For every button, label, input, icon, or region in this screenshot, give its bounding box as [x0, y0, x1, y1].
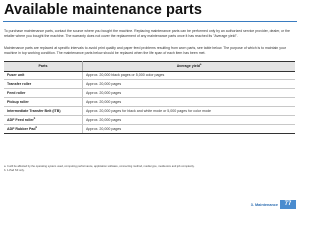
part-name-cell	[4, 71, 83, 80]
page-title: Available maintenance parts	[4, 2, 202, 18]
column-header-average-yield	[83, 62, 296, 72]
average-yield-cell: Approx. 20,000 black pages or 5,000 color pages	[83, 71, 296, 80]
footnote-marker: a	[199, 63, 202, 67]
table-row	[4, 89, 295, 98]
detail-paragraph: Maintenance parts are replaced at specific intervals to avoid print quality and paper feed problems resulting from worn parts, see table below. The purpose of which is to maintain your machine in top working condition. The maintenance parts below should be replaced when the life span of each item has been met.	[4, 46, 287, 55]
table-row	[4, 80, 295, 89]
part-name-cell	[4, 107, 83, 116]
part-name: Feed roller	[7, 91, 26, 96]
part-name-cell	[4, 115, 83, 124]
part-name: Transfer roller	[7, 82, 32, 87]
table-header-row	[4, 62, 295, 72]
title-underline	[3, 21, 297, 22]
average-yield-cell: Approx. 20,000 pages	[83, 124, 296, 133]
part-name-cell	[4, 89, 83, 98]
table-row	[4, 115, 295, 124]
average-yield-cell: Approx. 20,000 pages	[83, 115, 296, 124]
footnote-a: a. It will be affected by the operating system used, computing performance, application software, connecting method, media type, media size and job complexity.	[4, 165, 195, 168]
footnote-marker: b	[33, 116, 36, 120]
average-yield-cell: Approx. 20,000 pages for black and white mode or 5,000 pages for color mode	[83, 107, 296, 116]
column-header-yield-label: Average yield	[176, 64, 200, 69]
page-number-badge: 77	[280, 200, 296, 209]
part-name-cell	[4, 80, 83, 89]
part-name: Intermediate Transfer Belt (ITB)	[7, 109, 61, 113]
part-name: ADF Feed roller	[7, 117, 34, 122]
footer-section-label: 3. Maintenance	[250, 203, 278, 207]
table-row	[4, 98, 295, 107]
average-yield-cell: Approx. 20,000 pages	[83, 98, 296, 107]
intro-paragraph: To purchase maintenance parts, contact the source where you bought the machine. Replacing maintenance parts can be performed only by an authorized service provider, dealer, or the retailer where you bought the machine. The warranty does not cover the replacement of any maintenance parts once it has reached its "Average yield".	[4, 29, 291, 38]
average-yield-cell: Approx. 20,000 pages	[83, 80, 296, 89]
part-name-cell	[4, 98, 83, 107]
average-yield-cell: Approx. 20,000 pages	[83, 89, 296, 98]
table-row	[4, 71, 295, 80]
footnotes	[4, 165, 195, 172]
part-name: ADF Rubber Pad	[7, 126, 36, 131]
table-row	[4, 107, 295, 116]
column-header-parts: Parts	[4, 62, 83, 72]
footnote-marker: b	[35, 125, 38, 129]
part-name: Pickup roller	[7, 100, 29, 105]
maintenance-parts-table	[4, 61, 295, 134]
footnote-b: b. 1-Pad SF only.	[4, 168, 25, 172]
part-name-cell	[4, 124, 83, 133]
table-row	[4, 124, 295, 133]
part-name: Fuser unit	[7, 73, 25, 78]
